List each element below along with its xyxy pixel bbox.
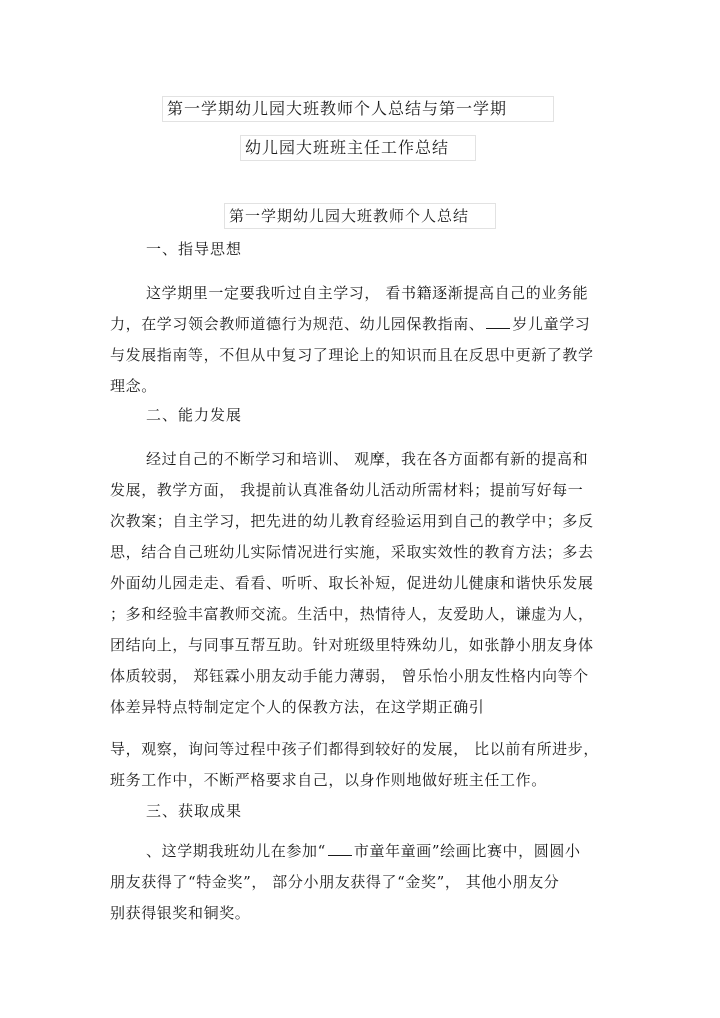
text-line: 思，结合自己班幼儿实际情况进行实施，采取实效性的教育方法；多去 bbox=[110, 543, 594, 561]
document-title-line-1: 第一学期幼儿园大班教师个人总结与第一学期 bbox=[162, 96, 554, 122]
fill-blank bbox=[486, 314, 510, 329]
text-line: ；多和经验丰富教师交流。生活中，热情待人，友爱助人，谦虚为人， bbox=[110, 605, 594, 623]
text-line: 体差异特点特制定定个人的保教方法，在这学期正确引 bbox=[110, 698, 485, 716]
paragraph-continuation bbox=[110, 734, 604, 796]
paragraph-ability-development bbox=[110, 444, 604, 723]
section-subtitle: 第一学期幼儿园大班教师个人总结 bbox=[224, 203, 496, 229]
text-line: 团结向上，与同事互帮互助。针对班级里特殊幼儿，如张静小朋友身体 bbox=[110, 636, 594, 654]
heading-achievements: 三、获取成果 bbox=[146, 802, 243, 820]
text-segment: 力，在学习领会教师道德行为规范、幼儿园保教指南、 bbox=[110, 315, 485, 333]
text-segment: 岁儿童学习 bbox=[512, 315, 591, 333]
text-line: 经过自己的不断学习和培训、 观摩，我在各方面都有新的提高和 bbox=[146, 450, 589, 468]
text-line: 体质较弱， 郑钰霖小朋友动手能力薄弱， 曾乐怡小朋友性格内向等个 bbox=[110, 667, 589, 685]
fill-blank bbox=[328, 841, 352, 856]
text-line: 这学期里一定要我听过自主学习， 看书籍逐渐提高自己的业务能 bbox=[146, 284, 589, 302]
paragraph-guiding-thought bbox=[110, 278, 604, 402]
text-line: 次教案；自主学习，把先进的幼儿教育经验运用到自己的教学中；多反 bbox=[110, 512, 594, 530]
text-line: 导，观察，询问等过程中孩子们都得到较好的发展， 比以前有所进步， bbox=[110, 740, 599, 758]
heading-ability-development: 二、能力发展 bbox=[146, 406, 243, 424]
text-segment: 市童年童画”绘画比赛中，圆圆小 bbox=[353, 842, 581, 860]
text-line bbox=[110, 309, 604, 340]
text-line: 别获得银奖和铜奖。 bbox=[110, 904, 251, 922]
text-line: 发展，教学方面， 我提前认真准备幼儿活动所需材料；提前写好每一 bbox=[110, 481, 584, 499]
text-line: 外面幼儿园走走、看看、听听、取长补短，促进幼儿健康和谐快乐发展 bbox=[110, 574, 594, 592]
text-line: 理念。 bbox=[110, 377, 157, 395]
paragraph-achievements bbox=[110, 836, 604, 929]
document-title-line-2: 幼儿园大班班主任工作总结 bbox=[240, 135, 476, 161]
text-line bbox=[110, 836, 604, 867]
text-segment: 、这学期我班幼儿在参加“ bbox=[146, 842, 326, 860]
text-line: 与发展指南等，不但从中复习了理论上的知识而且在反思中更新了教学 bbox=[110, 346, 594, 364]
text-line: 班务工作中，不断严格要求自己，以身作则地做好班主任工作。 bbox=[110, 771, 547, 789]
heading-guiding-thought: 一、指导思想 bbox=[146, 240, 243, 258]
text-line: 朋友获得了“特金奖”， 部分小朋友获得了“金奖”， 其他小朋友分 bbox=[110, 873, 560, 891]
